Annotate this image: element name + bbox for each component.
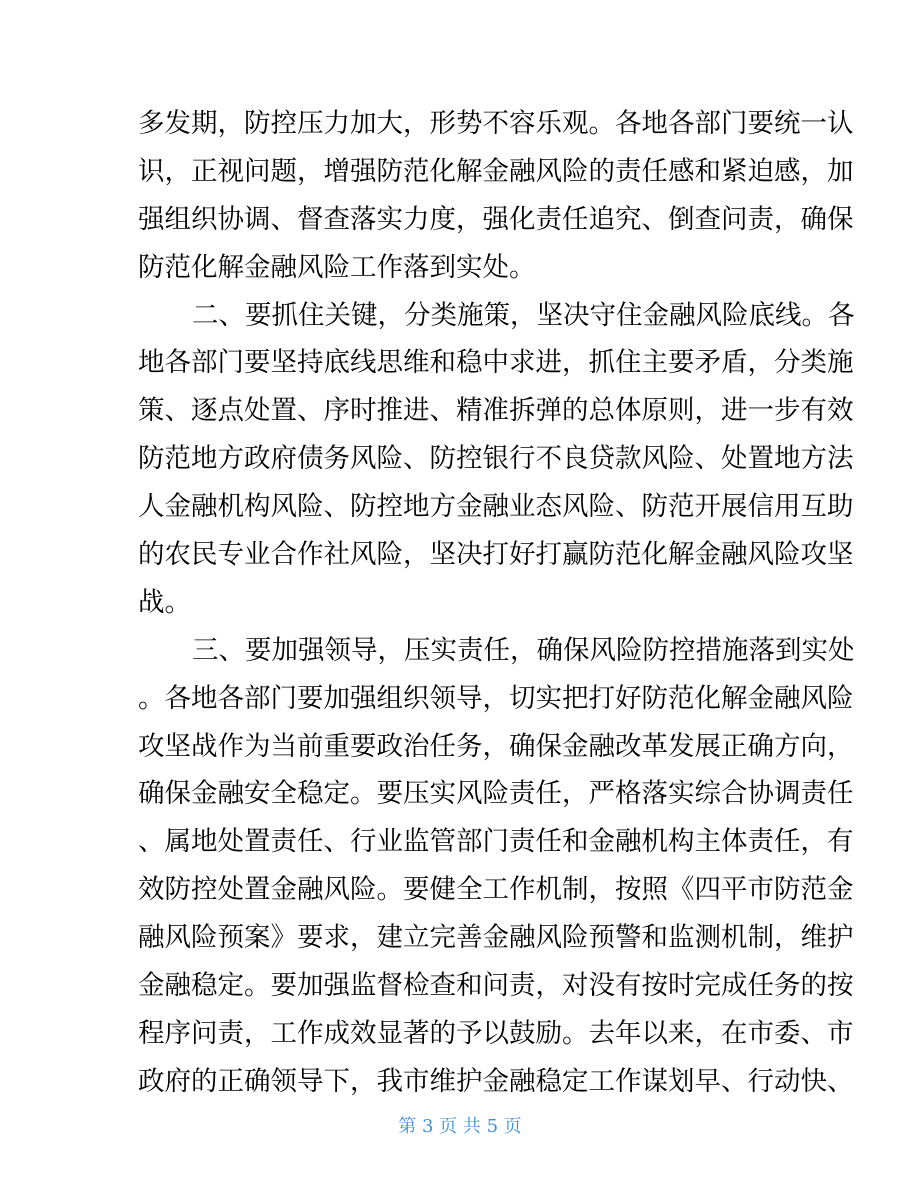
text-line: 识，正视问题，增强防范化解金融风险的责任感和紧迫感，加 (138, 155, 854, 187)
text-line: 确保金融安全稳定。要压实风险责任，严格落实综合协调责任 (138, 778, 854, 810)
text-line: 效防控处置金融风险。要健全工作机制，按照《四平市防范金 (138, 874, 854, 906)
paragraph-start-line: 三、要加强领导，压实责任，确保风险防控措施落到实处 (192, 634, 855, 666)
document-body (138, 100, 855, 1106)
paragraph-start-line: 二、要抓住关键，分类施策，坚决守住金融风险底线。各 (192, 299, 855, 331)
text-line: 攻坚战作为当前重要政治任务，确保金融改革发展正确方向， (138, 730, 854, 762)
text-line: 人金融机构风险、防控地方金融业态风险、防范开展信用互助 (138, 491, 854, 523)
text-line: 战。 (138, 586, 191, 618)
page-number-footer: 第 3 页 共 5 页 (398, 1116, 522, 1137)
text-line: 、属地处置责任、行业监管部门责任和金融机构主体责任，有 (138, 826, 854, 858)
text-line: 的农民专业合作社风险，坚决打好打赢防范化解金融风险攻坚 (138, 539, 854, 571)
text-line: 政府的正确领导下，我市维护金融稳定工作谋划早、行动快、 (138, 1065, 854, 1097)
text-line: 融风险预案》要求，建立完善金融风险预警和监测机制，维护 (138, 922, 854, 954)
text-line: 多发期，防控压力加大，形势不容乐观。各地各部门要统一认 (138, 108, 854, 139)
text-line: 地各部门要坚持底线思维和稳中求进，抓住主要矛盾，分类施 (138, 347, 854, 379)
text-line: 强组织协调、督查落实力度，强化责任追究、倒查问责，确保 (138, 203, 854, 235)
text-line: 防范地方政府债务风险、防控银行不良贷款风险、处置地方法 (138, 443, 854, 475)
text-line: 金融稳定。要加强监督检查和问责，对没有按时完成任务的按 (138, 970, 854, 1002)
text-line: 。各地各部门要加强组织领导，切实把打好防范化解金融风险 (138, 682, 854, 714)
text-line: 防范化解金融风险工作落到实处。 (138, 251, 536, 283)
text-line: 程序问责，工作成效显著的予以鼓励。去年以来，在市委、市 (138, 1017, 854, 1049)
text-line: 策、逐点处置、序时推进、精准拆弹的总体原则，进一步有效 (138, 395, 854, 427)
